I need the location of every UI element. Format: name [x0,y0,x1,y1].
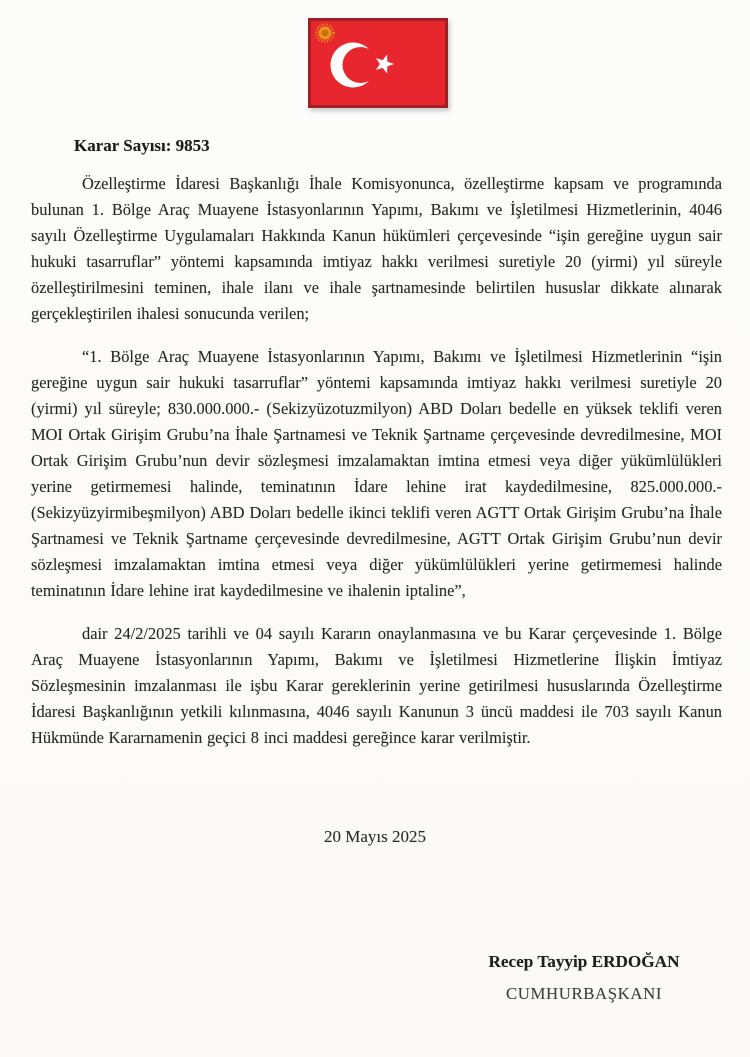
signature-name: Recep Tayyip ERDOĞAN [488,952,680,971]
signature-title: CUMHURBAŞKANI [505,984,663,1003]
paragraph-tender-decision: “1. Bölge Araç Muayene İstasyonlarının Yapımı, Bakımı ve İşletilmesi Hizmetlerinin “işin gereğine uygun sair hukuki tasarruflar” yöntemi kapsamında imtiyaz hakkı verilmesi suretiyle 20 (yirmi) yıl süreyle; 830.000.000.- (Sekizyüzotuzmilyon) ABD Doları bedelle en yüksek teklifi veren MOI Ortak Girişim Grubu’na İhale Şartnamesi ve Teknik Şartname çerçevesinde devredilmesine, MOI Ortak Girişim Grubu’nun devir sözleşmesi imzalamaktan imtina etmesi veya diğer yükümlülükleri yerine getirmemesi halinde, teminatının İdare lehine irat kaydedilmesine, 825.000.000.- (Sekizyüzyirmibeşmilyon) ABD Doları bedelle ikinci teklifi veren AGTT Ortak Girişim Grubu’na İhale Şartnamesi ve Teknik Şartname çerçevesinde devredilmesine, AGTT Ortak Girişim Grubu’nun devir sözleşmesi imzalamaktan imtina etmesi veya diğer yükümlülükleri yerine getirmemesi halinde teminatının İdare lehine irat kaydedilmesine ve ihalenin iptaline”, [31,347,722,600]
signature-block [448,951,720,1005]
crescent-cutout [343,47,379,83]
paragraph-approval: dair 24/2/2025 tarihli ve 04 sayılı Kararın onaylanmasına ve bu Karar çerçevesinde 1. Bölge Araç Muayene İstasyonlarının Yapımı, Bakımı ve İşletilmesi Hizmetlerine İlişkin İmtiyaz Sözleşmesinin imzalanması ile işbu Karar gereklerinin yerine getirilmesi hususlarında Özelleştirme İdaresi Başkanlığının yetkili kılınmasına, 4046 sayılı Kanunun 3 üncü maddesi ile 703 sayılı Kanun Hükmünde Kararnamenin geçici 8 inci maddesi gereğince karar verilmiştir. [31,624,722,747]
paragraph-preamble: Özelleştirme İdaresi Başkanlığı İhale Komisyonunca, özelleştirme kapsam ve programında bulunan 1. Bölge Araç Muayene İstasyonlarının Yapımı, Bakımı ve İşletilmesi Hizmetlerinin, 4046 sayılı Özelleştirme Uygulamaları Hakkında Kanun hükümleri çerçevesinde “işin gereğine uygun sair hukuki tasarruflar” yöntemi kapsamında imtiyaz hakkı verilmesi suretiyle 20 (yirmi) yıl süreyle özelleştirilmesini teminen, ihale ilanı ve ihale şartnamesinde belirtilen hususlar dikkate alınarak gerçekleştirilen ihalesi sonucunda verilen; [31,174,722,323]
decree-number: Karar Sayısı: 9853 [74,136,210,155]
turkish-flag [308,18,448,108]
decree-date: 20 Mayıs 2025 [324,827,426,846]
presidential-seal-sun-core-icon [322,30,329,37]
decree-body [31,134,722,768]
